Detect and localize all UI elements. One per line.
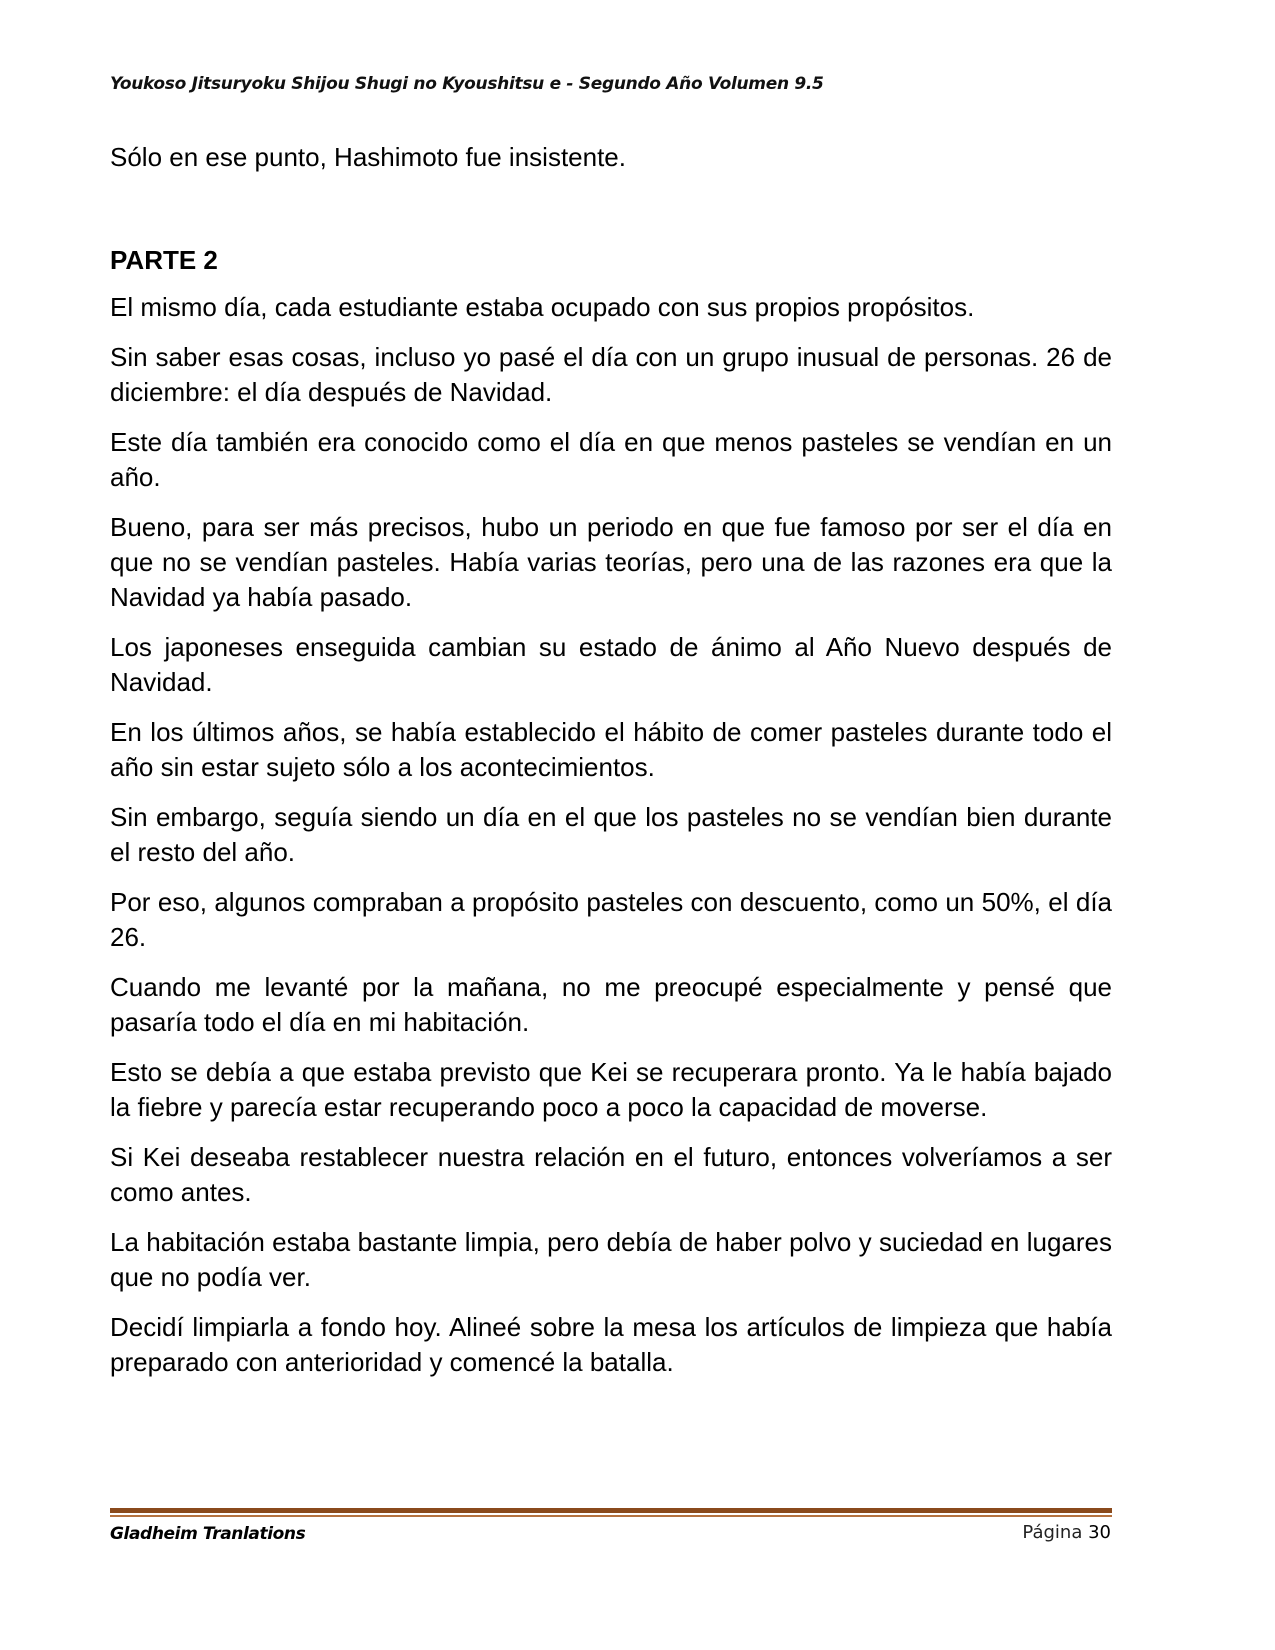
page-number: [1022, 1522, 1111, 1543]
footer-rule: [110, 1508, 1112, 1517]
section-heading: PARTE 2: [110, 245, 218, 275]
paragraph: Sin embargo, seguía siendo un día en el que los pasteles no se vendían bien durante el resto del año.: [110, 802, 1112, 867]
intro-paragraph: Sólo en ese punto, Hashimoto fue insistente.: [110, 142, 626, 172]
paragraph: Cuando me levanté por la mañana, no me preocupé especialmente y pensé que pasaría todo el día en mi habitación.: [110, 972, 1112, 1037]
paragraph: Decidí limpiarla a fondo hoy. Alineé sobre la mesa los artículos de limpieza que había preparado con anterioridad y comencé la batalla.: [110, 1312, 1112, 1377]
paragraph: Sin saber esas cosas, incluso yo pasé el día con un grupo inusual de personas. 26 de diciembre: el día después de Navidad.: [110, 342, 1112, 407]
paragraph: Los japoneses enseguida cambian su estado de ánimo al Año Nuevo después de Navidad.: [110, 632, 1112, 697]
paragraph: Este día también era conocido como el día en que menos pasteles se vendían en un año.: [110, 427, 1112, 492]
paragraph: Esto se debía a que estaba previsto que Kei se recuperara pronto. Ya le había bajado la fiebre y parecía estar recuperando poco a poco la capacidad de moverse.: [110, 1057, 1112, 1122]
running-header: Youkoso Jitsuryoku Shijou Shugi no Kyoushitsu e - Segundo Año Volumen 9.5: [110, 74, 824, 94]
page-body: [110, 140, 1112, 1395]
paragraph: Por eso, algunos compraban a propósito pasteles con descuento, como un 50%, el día 26.: [110, 887, 1112, 952]
paragraph: La habitación estaba bastante limpia, pero debía de haber polvo y suciedad en lugares que no podía ver.: [110, 1227, 1112, 1292]
paragraph: Bueno, para ser más precisos, hubo un periodo en que fue famoso por ser el día en que no se vendían pasteles. Había varias teorías, pero una de las razones era que la Navidad ya había pasado.: [110, 512, 1112, 612]
page-number-value: 30: [1088, 1522, 1111, 1543]
page-label: Página: [1022, 1522, 1083, 1543]
paragraph: Si Kei deseaba restablecer nuestra relación en el futuro, entonces volveríamos a ser como antes.: [110, 1142, 1112, 1207]
footer-credit: Gladheim Tranlations: [110, 1524, 306, 1544]
paragraph: En los últimos años, se había establecido el hábito de comer pasteles durante todo el año sin estar sujeto sólo a los acontecimientos.: [110, 717, 1112, 782]
paragraph: El mismo día, cada estudiante estaba ocupado con sus propios propósitos.: [110, 292, 975, 322]
footer-rule-thin: [110, 1515, 1112, 1517]
